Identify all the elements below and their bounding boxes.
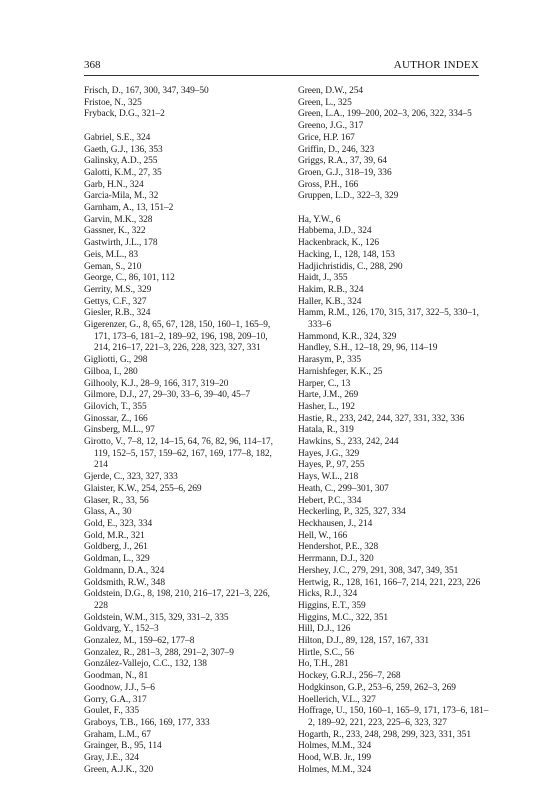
index-entry: Galinsky, A.D., 255	[84, 156, 158, 167]
index-entry: Hamm, R.M., 126, 170, 315, 317, 322–5, 330–1, 333–6	[298, 308, 479, 331]
index-entry: Gigliotti, G., 298	[84, 355, 148, 366]
index-entry: Green, L.A., 199–200, 202–3, 206, 322, 334–5	[298, 109, 472, 120]
index-entry: Harper, C., 13	[298, 378, 351, 389]
index-entry: Holmes, M.M., 324	[298, 764, 372, 775]
index-column-left	[84, 86, 284, 776]
index-entry: Hackenbrack, K., 126	[298, 238, 379, 249]
index-entry: Hirtle, S.C., 56	[298, 647, 354, 658]
index-entry: Garnham, A., 13, 151–2	[84, 203, 174, 214]
index-entry: Graham, L.M., 67	[84, 729, 151, 740]
index-entry: Hawkins, S., 233, 242, 244	[298, 437, 399, 448]
header-rule	[84, 75, 479, 76]
index-entry: Grainger, B., 95, 114	[84, 741, 162, 752]
index-entry: Gassner, K., 322	[84, 226, 146, 237]
index-entry: Goodnow, J.J., 5–6	[84, 682, 155, 693]
index-entry: Goldman, L., 329	[84, 554, 150, 565]
index-entry: Griggs, R.A., 37, 39, 64	[298, 156, 387, 167]
index-entry: Griffin, D., 246, 323	[298, 144, 375, 155]
page-number: 368	[84, 59, 101, 71]
index-entry: Goodman, N., 81	[84, 671, 149, 682]
index-entry: Goulet, F., 335	[84, 706, 140, 717]
index-entry: Hoffrage, U., 150, 160–1, 165–9, 171, 173–6, 181–2, 189–92, 221, 223, 225–6, 323, 327	[298, 706, 489, 728]
index-entry: Garb, H.N., 324	[84, 179, 144, 190]
index-entry: Gastwirth, J.L., 178	[84, 238, 158, 249]
index-entry: Green, L., 325	[298, 97, 352, 108]
index-entry: Giesler, R.B., 324	[84, 308, 151, 319]
index-entry: Hammond, K.R., 324, 329	[298, 331, 397, 342]
index-entry: Hodgkinson, G.P., 253–6, 259, 262–3, 269	[298, 682, 456, 693]
index-entry: Grice, H.P. 167	[298, 132, 355, 143]
index-entry: Haidt, J., 355	[298, 273, 348, 284]
index-entry: Goldstein, W.M., 315, 329, 331–2, 335	[84, 612, 229, 623]
index-entry: Gold, M.R., 321	[84, 530, 145, 541]
index-entry: Hayes, J.G., 329	[298, 448, 360, 459]
index-entry: George, C., 86, 101, 112	[84, 273, 175, 284]
index-entry: Gonzalez, M., 159–62, 177–8	[84, 636, 195, 647]
running-head	[84, 56, 479, 74]
index-entry: Gruppen, L.D., 322–3, 329	[298, 191, 399, 202]
index-entry: Hasher, L., 192	[298, 401, 355, 412]
index-entry: Gabriel, S.E., 324	[84, 132, 151, 143]
index-entry: Hastie, R., 233, 242, 244, 327, 331, 332, 336	[298, 413, 465, 424]
index-entry: Habbema, J.D., 324	[298, 226, 372, 237]
index-entry: Hatala, R., 319	[298, 425, 354, 436]
index-entry: Hacking, I., 128, 148, 153	[298, 249, 395, 260]
index-entry: Hakim, R.B., 324	[298, 284, 364, 295]
index-entry: Hadjichristidis, C., 288, 290	[298, 261, 403, 272]
index-entry: Graboys, T.B., 166, 169, 177, 333	[84, 717, 210, 728]
index-entry: Goldstein, D.G., 8, 198, 210, 216–17, 221–3, 226, 228	[84, 589, 270, 611]
index-entry: Hertwig, R., 128, 161, 166–7, 214, 221, 223, 226	[298, 577, 481, 588]
index-entry: Goldberg, J., 261	[84, 542, 148, 553]
index-entry: Holmes, M.M., 324	[298, 741, 372, 752]
index-entry: Herrmann, D.J., 320	[298, 554, 374, 565]
index-entry: Ginossar, Z., 166	[84, 413, 148, 424]
index-entry: Heath, C., 299–301, 307	[298, 483, 389, 494]
index-entry: Green, D.W., 254	[298, 86, 363, 96]
index-entry: Heckerling, P., 325, 327, 334	[298, 507, 406, 518]
index-entry: González-Vallejo, C.C., 132, 138	[84, 659, 207, 670]
index-entry: Goldmann, D.A., 324	[84, 565, 165, 576]
index-entry: Goldvarg, Y., 152–3	[84, 624, 159, 635]
index-entry: Glaister, K.W., 254, 255–6, 269	[84, 483, 202, 494]
index-entry: Hayes, P., 97, 255	[298, 460, 365, 471]
index-entry: Gettys, C.F., 327	[84, 296, 147, 307]
index-entry: Higgins, E.T., 359	[298, 600, 366, 611]
index-entry: Gaeth, G.J., 136, 353	[84, 144, 163, 155]
index-entry: Fristoe, N., 325	[84, 97, 142, 108]
index-entry: Gonzalez, R., 281–3, 288, 291–2, 307–9	[84, 647, 234, 658]
index-entry: Goldsmith, R.W., 348	[84, 577, 165, 588]
section-title: AUTHOR INDEX	[393, 59, 479, 71]
index-entry: Hicks, R.J., 324	[298, 589, 358, 600]
index-entry: Gilmore, D.J., 27, 29–30, 33–6, 39–40, 45–7	[84, 390, 251, 401]
index-entry: Gray, J.E., 324	[84, 753, 139, 764]
index-entry: Gerrity, M.S., 329	[84, 284, 152, 295]
index-entry: Groen, G.J., 318–19, 336	[298, 167, 392, 178]
index-entry: Haller, K.B., 324	[298, 296, 362, 307]
index-entry: Frisch, D., 167, 300, 347, 349–50	[84, 86, 209, 96]
index-column-right	[298, 86, 493, 776]
index-entry: Ginsberg, M.L., 97	[84, 425, 155, 436]
index-entry: Hebert, P.C., 334	[298, 495, 362, 506]
index-entry: Gilovich, T., 355	[84, 401, 147, 412]
index-entry: Gross, P.H., 166	[298, 179, 359, 190]
index-entry: Gigerenzer, G., 8, 65, 67, 128, 150, 160–1, 165–9, 171, 173–6, 181–2, 189–92, 196, 198, 209–10, 214, 216–17, 221–3, 226, 228, 323, 327, 331	[84, 320, 271, 354]
index-entry: Galotti, K.M., 27, 35	[84, 167, 162, 178]
index-entry: Greeno, J.G., 317	[298, 121, 364, 132]
index-entry: Hershey, J.C., 279, 291, 308, 347, 349, 351	[298, 565, 459, 576]
index-entry: Hill, D.J., 126	[298, 624, 351, 635]
index-entry: Girotto, V., 7–8, 12, 14–15, 64, 76, 82, 96, 114–17, 119, 152–5, 157, 159–62, 167, 169, 177–8, 182, 214	[84, 437, 273, 471]
index-entry: Ho, T.H., 281	[298, 659, 349, 670]
index-entry: Hogarth, R., 233, 248, 298, 299, 323, 331, 351	[298, 729, 471, 740]
group-spacer	[298, 203, 493, 215]
index-entry: Hilton, D.J., 89, 128, 157, 167, 331	[298, 636, 430, 647]
index-entry: Gilboa, I., 280	[84, 366, 138, 377]
index-entry: Geman, S., 210	[84, 261, 142, 272]
index-entry: Hockey, G.R.J., 256–7, 268	[298, 671, 401, 682]
index-entry: Harnishfeger, K.K., 25	[298, 366, 383, 377]
index-entry: Harasym, P., 335	[298, 355, 361, 366]
index-entry: Harte, J.M., 269	[298, 390, 359, 401]
index-entry: Hendershot, P.E., 328	[298, 542, 379, 553]
index-entry: Garvin, M.K., 328	[84, 214, 153, 225]
index-entry: Glass, A., 30	[84, 507, 132, 518]
index-entry: Fryback, D.G., 321–2	[84, 109, 165, 120]
index-entry: Handley, S.H., 12–18, 29, 96, 114–19	[298, 343, 438, 354]
index-entry: Gold, E., 323, 334	[84, 519, 153, 529]
index-entry: Geis, M.L., 83	[84, 249, 138, 260]
index-entry: Green, A.J.K., 320	[84, 764, 154, 775]
index-entry: Gorry, G.A., 317	[84, 694, 147, 705]
index-entry: Gilhooly, K.J., 28–9, 166, 317, 319–20	[84, 378, 229, 389]
group-spacer	[84, 121, 284, 133]
index-entry: Higgins, M.C., 322, 351	[298, 612, 389, 623]
index-entry: Gjerde, C., 323, 327, 333	[84, 472, 178, 483]
index-entry: Hoellerich, V.L., 327	[298, 694, 376, 705]
index-entry: Hell, W., 166	[298, 530, 348, 541]
index-entry: Heckhausen, J., 214	[298, 519, 373, 529]
index-entry: Hood, W.B. Jr., 199	[298, 753, 372, 764]
index-entry: Glaser, R., 33, 56	[84, 495, 149, 506]
index-entry: Ha, Y.W., 6	[298, 214, 341, 225]
index-entry: Hays, W.L., 218	[298, 472, 359, 483]
index-entry: Garcia-Mila, M., 32	[84, 191, 159, 202]
